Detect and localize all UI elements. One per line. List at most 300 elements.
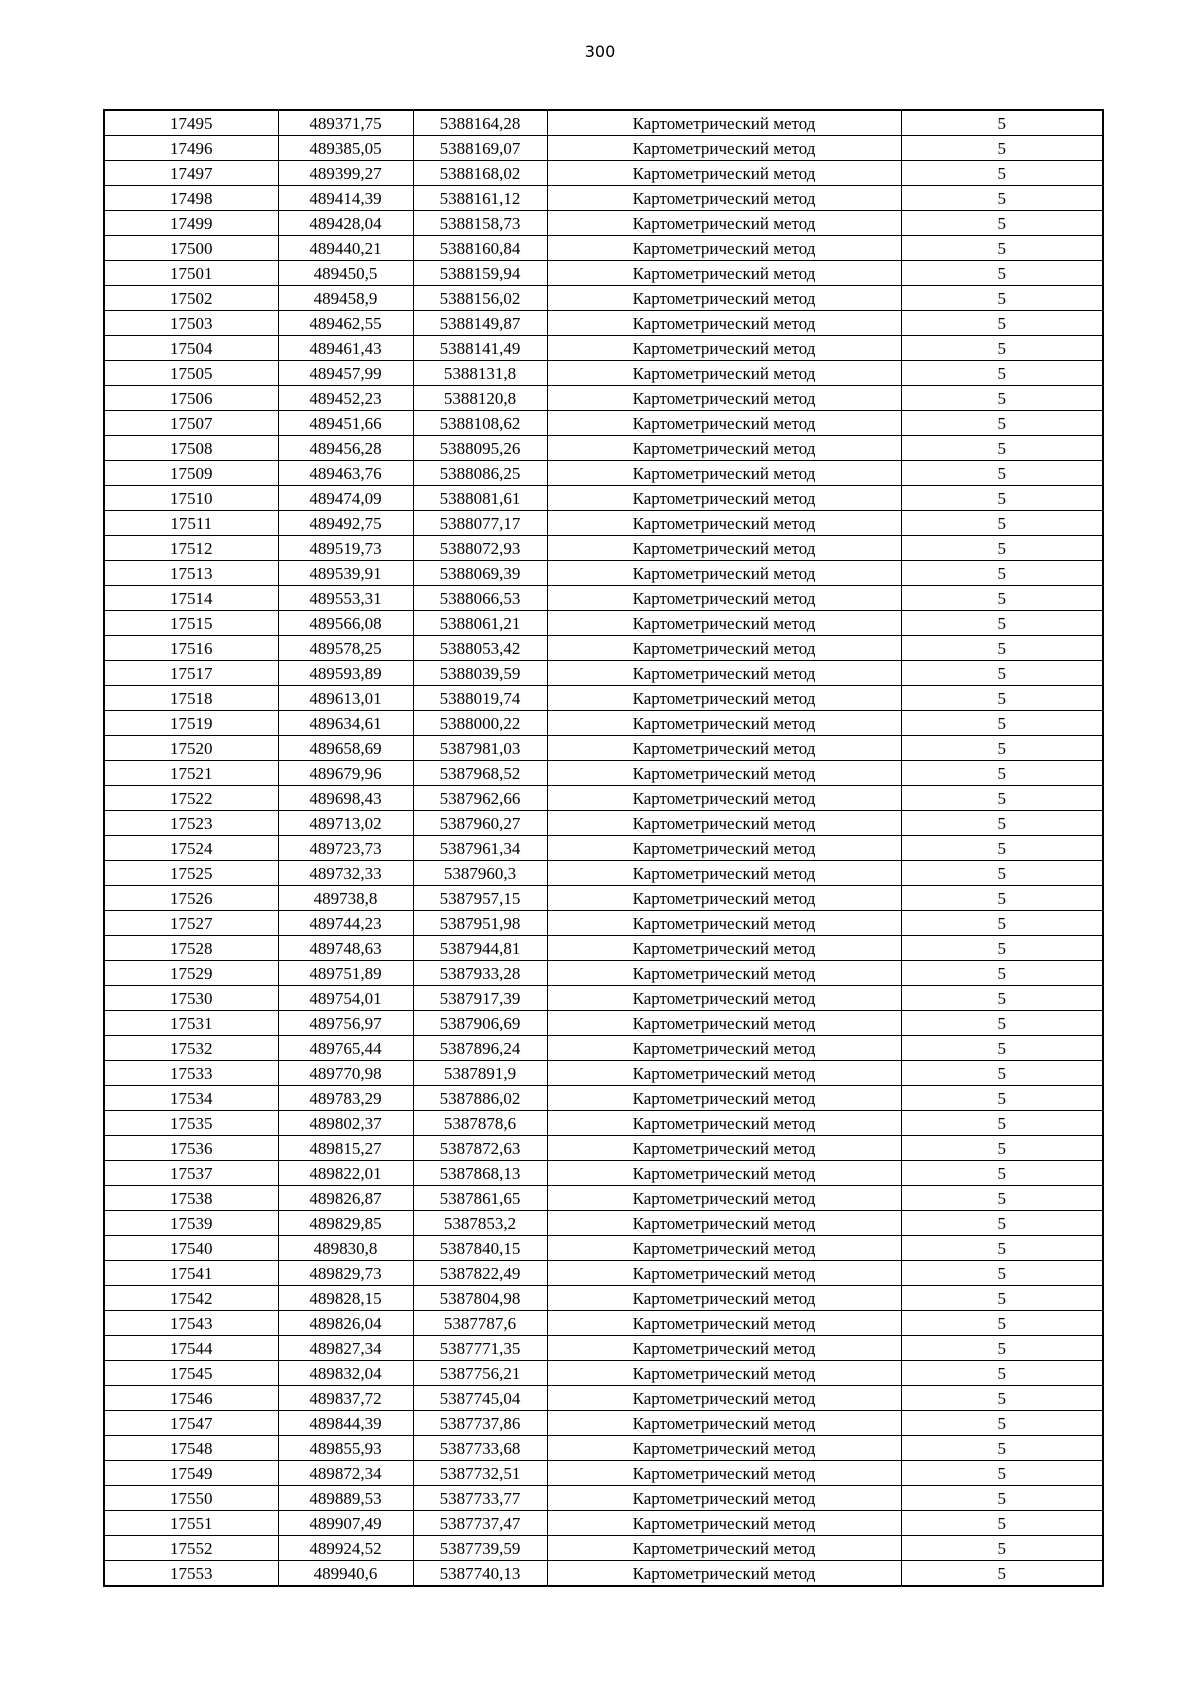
accuracy-cell: 5 [901, 1236, 1103, 1261]
table-row [104, 186, 1103, 211]
y-coordinate-cell: 5388160,84 [413, 236, 547, 261]
y-coordinate-cell: 5388053,42 [413, 636, 547, 661]
table-row [104, 386, 1103, 411]
x-coordinate-cell: 489822,01 [278, 1161, 413, 1186]
accuracy-cell: 5 [901, 936, 1103, 961]
table-row [104, 1086, 1103, 1111]
accuracy-cell: 5 [901, 561, 1103, 586]
accuracy-cell: 5 [901, 1311, 1103, 1336]
accuracy-cell: 5 [901, 461, 1103, 486]
y-coordinate-cell: 5388069,39 [413, 561, 547, 586]
x-coordinate-cell: 489658,69 [278, 736, 413, 761]
y-coordinate-cell: 5388086,25 [413, 461, 547, 486]
table-row [104, 986, 1103, 1011]
method-cell: Картометрический метод [547, 861, 901, 886]
method-cell: Картометрический метод [547, 1011, 901, 1036]
accuracy-cell: 5 [901, 1486, 1103, 1511]
x-coordinate-cell: 489732,33 [278, 861, 413, 886]
y-coordinate-cell: 5387891,9 [413, 1061, 547, 1086]
point-number-cell: 17507 [104, 411, 278, 436]
accuracy-cell: 5 [901, 436, 1103, 461]
x-coordinate-cell: 489371,75 [278, 110, 413, 136]
accuracy-cell: 5 [901, 1561, 1103, 1587]
x-coordinate-cell: 489832,04 [278, 1361, 413, 1386]
method-cell: Картометрический метод [547, 186, 901, 211]
accuracy-cell: 5 [901, 986, 1103, 1011]
point-number-cell: 17530 [104, 986, 278, 1011]
table-body [104, 110, 1103, 1586]
table-row [104, 286, 1103, 311]
accuracy-cell: 5 [901, 261, 1103, 286]
method-cell: Картометрический метод [547, 211, 901, 236]
x-coordinate-cell: 489414,39 [278, 186, 413, 211]
x-coordinate-cell: 489826,04 [278, 1311, 413, 1336]
accuracy-cell: 5 [901, 736, 1103, 761]
x-coordinate-cell: 489830,8 [278, 1236, 413, 1261]
point-number-cell: 17506 [104, 386, 278, 411]
table-row [104, 261, 1103, 286]
x-coordinate-cell: 489613,01 [278, 686, 413, 711]
y-coordinate-cell: 5387804,98 [413, 1286, 547, 1311]
method-cell: Картометрический метод [547, 961, 901, 986]
y-coordinate-cell: 5388161,12 [413, 186, 547, 211]
accuracy-cell: 5 [901, 161, 1103, 186]
x-coordinate-cell: 489783,29 [278, 1086, 413, 1111]
x-coordinate-cell: 489744,23 [278, 911, 413, 936]
table-row [104, 1136, 1103, 1161]
table-row [104, 586, 1103, 611]
table-row [104, 1261, 1103, 1286]
y-coordinate-cell: 5388149,87 [413, 311, 547, 336]
y-coordinate-cell: 5387745,04 [413, 1386, 547, 1411]
point-number-cell: 17498 [104, 186, 278, 211]
point-number-cell: 17534 [104, 1086, 278, 1111]
accuracy-cell: 5 [901, 236, 1103, 261]
x-coordinate-cell: 489828,15 [278, 1286, 413, 1311]
x-coordinate-cell: 489578,25 [278, 636, 413, 661]
point-number-cell: 17536 [104, 1136, 278, 1161]
point-number-cell: 17513 [104, 561, 278, 586]
table-row [104, 1536, 1103, 1561]
point-number-cell: 17546 [104, 1386, 278, 1411]
accuracy-cell: 5 [901, 586, 1103, 611]
table-row [104, 1286, 1103, 1311]
point-number-cell: 17521 [104, 761, 278, 786]
accuracy-cell: 5 [901, 336, 1103, 361]
accuracy-cell: 5 [901, 1411, 1103, 1436]
x-coordinate-cell: 489738,8 [278, 886, 413, 911]
x-coordinate-cell: 489872,34 [278, 1461, 413, 1486]
y-coordinate-cell: 5387732,51 [413, 1461, 547, 1486]
point-number-cell: 17526 [104, 886, 278, 911]
point-number-cell: 17528 [104, 936, 278, 961]
x-coordinate-cell: 489428,04 [278, 211, 413, 236]
accuracy-cell: 5 [901, 110, 1103, 136]
table-row [104, 1561, 1103, 1587]
y-coordinate-cell: 5387861,65 [413, 1186, 547, 1211]
x-coordinate-cell: 489829,85 [278, 1211, 413, 1236]
y-coordinate-cell: 5387957,15 [413, 886, 547, 911]
accuracy-cell: 5 [901, 961, 1103, 986]
point-number-cell: 17544 [104, 1336, 278, 1361]
table-row [104, 1311, 1103, 1336]
table-row [104, 486, 1103, 511]
point-number-cell: 17545 [104, 1361, 278, 1386]
table-row [104, 536, 1103, 561]
point-number-cell: 17522 [104, 786, 278, 811]
method-cell: Картометрический метод [547, 536, 901, 561]
x-coordinate-cell: 489458,9 [278, 286, 413, 311]
x-coordinate-cell: 489698,43 [278, 786, 413, 811]
y-coordinate-cell: 5387878,6 [413, 1111, 547, 1136]
method-cell: Картометрический метод [547, 411, 901, 436]
method-cell: Картометрический метод [547, 586, 901, 611]
point-number-cell: 17495 [104, 110, 278, 136]
y-coordinate-cell: 5388158,73 [413, 211, 547, 236]
x-coordinate-cell: 489385,05 [278, 136, 413, 161]
accuracy-cell: 5 [901, 1511, 1103, 1536]
method-cell: Картометрический метод [547, 511, 901, 536]
table-row [104, 911, 1103, 936]
point-number-cell: 17550 [104, 1486, 278, 1511]
x-coordinate-cell: 489765,44 [278, 1036, 413, 1061]
method-cell: Картометрический метод [547, 1036, 901, 1061]
y-coordinate-cell: 5388164,28 [413, 110, 547, 136]
method-cell: Картометрический метод [547, 761, 901, 786]
y-coordinate-cell: 5387737,86 [413, 1411, 547, 1436]
table-row [104, 1336, 1103, 1361]
accuracy-cell: 5 [901, 486, 1103, 511]
accuracy-cell: 5 [901, 386, 1103, 411]
accuracy-cell: 5 [901, 1286, 1103, 1311]
method-cell: Картометрический метод [547, 561, 901, 586]
method-cell: Картометрический метод [547, 1461, 901, 1486]
point-number-cell: 17503 [104, 311, 278, 336]
method-cell: Картометрический метод [547, 1211, 901, 1236]
method-cell: Картометрический метод [547, 836, 901, 861]
x-coordinate-cell: 489826,87 [278, 1186, 413, 1211]
point-number-cell: 17517 [104, 661, 278, 686]
accuracy-cell: 5 [901, 1186, 1103, 1211]
method-cell: Картометрический метод [547, 386, 901, 411]
accuracy-cell: 5 [901, 136, 1103, 161]
y-coordinate-cell: 5388141,49 [413, 336, 547, 361]
y-coordinate-cell: 5388061,21 [413, 611, 547, 636]
accuracy-cell: 5 [901, 361, 1103, 386]
accuracy-cell: 5 [901, 1436, 1103, 1461]
x-coordinate-cell: 489837,72 [278, 1386, 413, 1411]
method-cell: Картометрический метод [547, 1436, 901, 1461]
accuracy-cell: 5 [901, 1011, 1103, 1036]
x-coordinate-cell: 489539,91 [278, 561, 413, 586]
table-row [104, 161, 1103, 186]
table-row [104, 136, 1103, 161]
point-number-cell: 17552 [104, 1536, 278, 1561]
point-number-cell: 17543 [104, 1311, 278, 1336]
point-number-cell: 17537 [104, 1161, 278, 1186]
x-coordinate-cell: 489751,89 [278, 961, 413, 986]
x-coordinate-cell: 489492,75 [278, 511, 413, 536]
x-coordinate-cell: 489463,76 [278, 461, 413, 486]
method-cell: Картометрический метод [547, 1286, 901, 1311]
method-cell: Картометрический метод [547, 1561, 901, 1587]
table-row [104, 611, 1103, 636]
point-number-cell: 17529 [104, 961, 278, 986]
accuracy-cell: 5 [901, 836, 1103, 861]
x-coordinate-cell: 489855,93 [278, 1436, 413, 1461]
accuracy-cell: 5 [901, 861, 1103, 886]
y-coordinate-cell: 5388077,17 [413, 511, 547, 536]
table-row [104, 436, 1103, 461]
accuracy-cell: 5 [901, 186, 1103, 211]
point-number-cell: 17533 [104, 1061, 278, 1086]
table-row [104, 936, 1103, 961]
table-row [104, 1486, 1103, 1511]
method-cell: Картометрический метод [547, 986, 901, 1011]
method-cell: Картометрический метод [547, 1411, 901, 1436]
x-coordinate-cell: 489924,52 [278, 1536, 413, 1561]
table-row [104, 411, 1103, 436]
x-coordinate-cell: 489723,73 [278, 836, 413, 861]
y-coordinate-cell: 5387886,02 [413, 1086, 547, 1111]
point-number-cell: 17515 [104, 611, 278, 636]
x-coordinate-cell: 489553,31 [278, 586, 413, 611]
method-cell: Картометрический метод [547, 436, 901, 461]
method-cell: Картометрический метод [547, 1361, 901, 1386]
accuracy-cell: 5 [901, 611, 1103, 636]
y-coordinate-cell: 5388095,26 [413, 436, 547, 461]
x-coordinate-cell: 489940,6 [278, 1561, 413, 1587]
table-row [104, 661, 1103, 686]
x-coordinate-cell: 489634,61 [278, 711, 413, 736]
table-row [104, 561, 1103, 586]
y-coordinate-cell: 5387981,03 [413, 736, 547, 761]
method-cell: Картометрический метод [547, 261, 901, 286]
y-coordinate-cell: 5387906,69 [413, 1011, 547, 1036]
x-coordinate-cell: 489452,23 [278, 386, 413, 411]
x-coordinate-cell: 489770,98 [278, 1061, 413, 1086]
y-coordinate-cell: 5388066,53 [413, 586, 547, 611]
table-row [104, 1511, 1103, 1536]
y-coordinate-cell: 5388169,07 [413, 136, 547, 161]
method-cell: Картометрический метод [547, 110, 901, 136]
y-coordinate-cell: 5388168,02 [413, 161, 547, 186]
table-row [104, 886, 1103, 911]
accuracy-cell: 5 [901, 1261, 1103, 1286]
y-coordinate-cell: 5388081,61 [413, 486, 547, 511]
method-cell: Картометрический метод [547, 1311, 901, 1336]
y-coordinate-cell: 5387737,47 [413, 1511, 547, 1536]
accuracy-cell: 5 [901, 686, 1103, 711]
y-coordinate-cell: 5387853,2 [413, 1211, 547, 1236]
point-number-cell: 17542 [104, 1286, 278, 1311]
y-coordinate-cell: 5387960,3 [413, 861, 547, 886]
method-cell: Картометрический метод [547, 686, 901, 711]
y-coordinate-cell: 5387933,28 [413, 961, 547, 986]
table-row [104, 1211, 1103, 1236]
point-number-cell: 17551 [104, 1511, 278, 1536]
point-number-cell: 17504 [104, 336, 278, 361]
accuracy-cell: 5 [901, 411, 1103, 436]
coordinates-table [103, 109, 1104, 1587]
point-number-cell: 17527 [104, 911, 278, 936]
accuracy-cell: 5 [901, 1461, 1103, 1486]
method-cell: Картометрический метод [547, 1511, 901, 1536]
table-row [104, 211, 1103, 236]
point-number-cell: 17505 [104, 361, 278, 386]
method-cell: Картометрический метод [547, 236, 901, 261]
accuracy-cell: 5 [901, 1136, 1103, 1161]
y-coordinate-cell: 5387787,6 [413, 1311, 547, 1336]
table-row [104, 1461, 1103, 1486]
page-number: 300 [584, 42, 616, 61]
accuracy-cell: 5 [901, 636, 1103, 661]
method-cell: Картометрический метод [547, 161, 901, 186]
method-cell: Картометрический метод [547, 486, 901, 511]
accuracy-cell: 5 [901, 1111, 1103, 1136]
table-row [104, 1411, 1103, 1436]
x-coordinate-cell: 489713,02 [278, 811, 413, 836]
table-row [104, 861, 1103, 886]
x-coordinate-cell: 489844,39 [278, 1411, 413, 1436]
x-coordinate-cell: 489829,73 [278, 1261, 413, 1286]
table-row [104, 1186, 1103, 1211]
method-cell: Картометрический метод [547, 1536, 901, 1561]
method-cell: Картометрический метод [547, 1186, 901, 1211]
point-number-cell: 17553 [104, 1561, 278, 1587]
method-cell: Картометрический метод [547, 661, 901, 686]
accuracy-cell: 5 [901, 1086, 1103, 1111]
point-number-cell: 17500 [104, 236, 278, 261]
point-number-cell: 17511 [104, 511, 278, 536]
table-row [104, 1061, 1103, 1086]
y-coordinate-cell: 5387872,63 [413, 1136, 547, 1161]
table-row [104, 311, 1103, 336]
table-row [104, 961, 1103, 986]
point-number-cell: 17531 [104, 1011, 278, 1036]
x-coordinate-cell: 489399,27 [278, 161, 413, 186]
accuracy-cell: 5 [901, 1036, 1103, 1061]
point-number-cell: 17510 [104, 486, 278, 511]
table-row [104, 761, 1103, 786]
accuracy-cell: 5 [901, 1061, 1103, 1086]
table-row [104, 686, 1103, 711]
point-number-cell: 17514 [104, 586, 278, 611]
y-coordinate-cell: 5387896,24 [413, 1036, 547, 1061]
method-cell: Картометрический метод [547, 786, 901, 811]
accuracy-cell: 5 [901, 886, 1103, 911]
point-number-cell: 17496 [104, 136, 278, 161]
x-coordinate-cell: 489802,37 [278, 1111, 413, 1136]
point-number-cell: 17509 [104, 461, 278, 486]
y-coordinate-cell: 5387917,39 [413, 986, 547, 1011]
method-cell: Картометрический метод [547, 361, 901, 386]
y-coordinate-cell: 5388108,62 [413, 411, 547, 436]
method-cell: Картометрический метод [547, 1061, 901, 1086]
table-row [104, 786, 1103, 811]
x-coordinate-cell: 489462,55 [278, 311, 413, 336]
point-number-cell: 17539 [104, 1211, 278, 1236]
y-coordinate-cell: 5388072,93 [413, 536, 547, 561]
y-coordinate-cell: 5388039,59 [413, 661, 547, 686]
x-coordinate-cell: 489566,08 [278, 611, 413, 636]
x-coordinate-cell: 489519,73 [278, 536, 413, 561]
x-coordinate-cell: 489457,99 [278, 361, 413, 386]
table-row [104, 236, 1103, 261]
point-number-cell: 17508 [104, 436, 278, 461]
point-number-cell: 17525 [104, 861, 278, 886]
method-cell: Картометрический метод [547, 636, 901, 661]
x-coordinate-cell: 489461,43 [278, 336, 413, 361]
accuracy-cell: 5 [901, 911, 1103, 936]
method-cell: Картометрический метод [547, 1111, 901, 1136]
point-number-cell: 17497 [104, 161, 278, 186]
table-row [104, 110, 1103, 136]
y-coordinate-cell: 5387739,59 [413, 1536, 547, 1561]
y-coordinate-cell: 5387733,77 [413, 1486, 547, 1511]
point-number-cell: 17532 [104, 1036, 278, 1061]
y-coordinate-cell: 5388156,02 [413, 286, 547, 311]
table-row [104, 1011, 1103, 1036]
accuracy-cell: 5 [901, 1161, 1103, 1186]
y-coordinate-cell: 5387968,52 [413, 761, 547, 786]
method-cell: Картометрический метод [547, 1086, 901, 1111]
table-row [104, 736, 1103, 761]
x-coordinate-cell: 489679,96 [278, 761, 413, 786]
point-number-cell: 17549 [104, 1461, 278, 1486]
method-cell: Картометрический метод [547, 1161, 901, 1186]
accuracy-cell: 5 [901, 786, 1103, 811]
accuracy-cell: 5 [901, 811, 1103, 836]
method-cell: Картометрический метод [547, 1136, 901, 1161]
point-number-cell: 17547 [104, 1411, 278, 1436]
table-row [104, 1111, 1103, 1136]
table-row [104, 511, 1103, 536]
accuracy-cell: 5 [901, 711, 1103, 736]
accuracy-cell: 5 [901, 1211, 1103, 1236]
method-cell: Картометрический метод [547, 336, 901, 361]
y-coordinate-cell: 5387868,13 [413, 1161, 547, 1186]
x-coordinate-cell: 489450,5 [278, 261, 413, 286]
table-row [104, 1361, 1103, 1386]
y-coordinate-cell: 5387822,49 [413, 1261, 547, 1286]
x-coordinate-cell: 489456,28 [278, 436, 413, 461]
accuracy-cell: 5 [901, 761, 1103, 786]
accuracy-cell: 5 [901, 661, 1103, 686]
method-cell: Картометрический метод [547, 886, 901, 911]
y-coordinate-cell: 5387960,27 [413, 811, 547, 836]
accuracy-cell: 5 [901, 1336, 1103, 1361]
table-row [104, 336, 1103, 361]
x-coordinate-cell: 489907,49 [278, 1511, 413, 1536]
y-coordinate-cell: 5388000,22 [413, 711, 547, 736]
x-coordinate-cell: 489815,27 [278, 1136, 413, 1161]
table-row [104, 361, 1103, 386]
point-number-cell: 17523 [104, 811, 278, 836]
point-number-cell: 17512 [104, 536, 278, 561]
point-number-cell: 17501 [104, 261, 278, 286]
y-coordinate-cell: 5387961,34 [413, 836, 547, 861]
method-cell: Картометрический метод [547, 461, 901, 486]
table-row [104, 636, 1103, 661]
accuracy-cell: 5 [901, 286, 1103, 311]
point-number-cell: 17535 [104, 1111, 278, 1136]
table-row [104, 461, 1103, 486]
accuracy-cell: 5 [901, 211, 1103, 236]
x-coordinate-cell: 489474,09 [278, 486, 413, 511]
point-number-cell: 17519 [104, 711, 278, 736]
method-cell: Картометрический метод [547, 711, 901, 736]
